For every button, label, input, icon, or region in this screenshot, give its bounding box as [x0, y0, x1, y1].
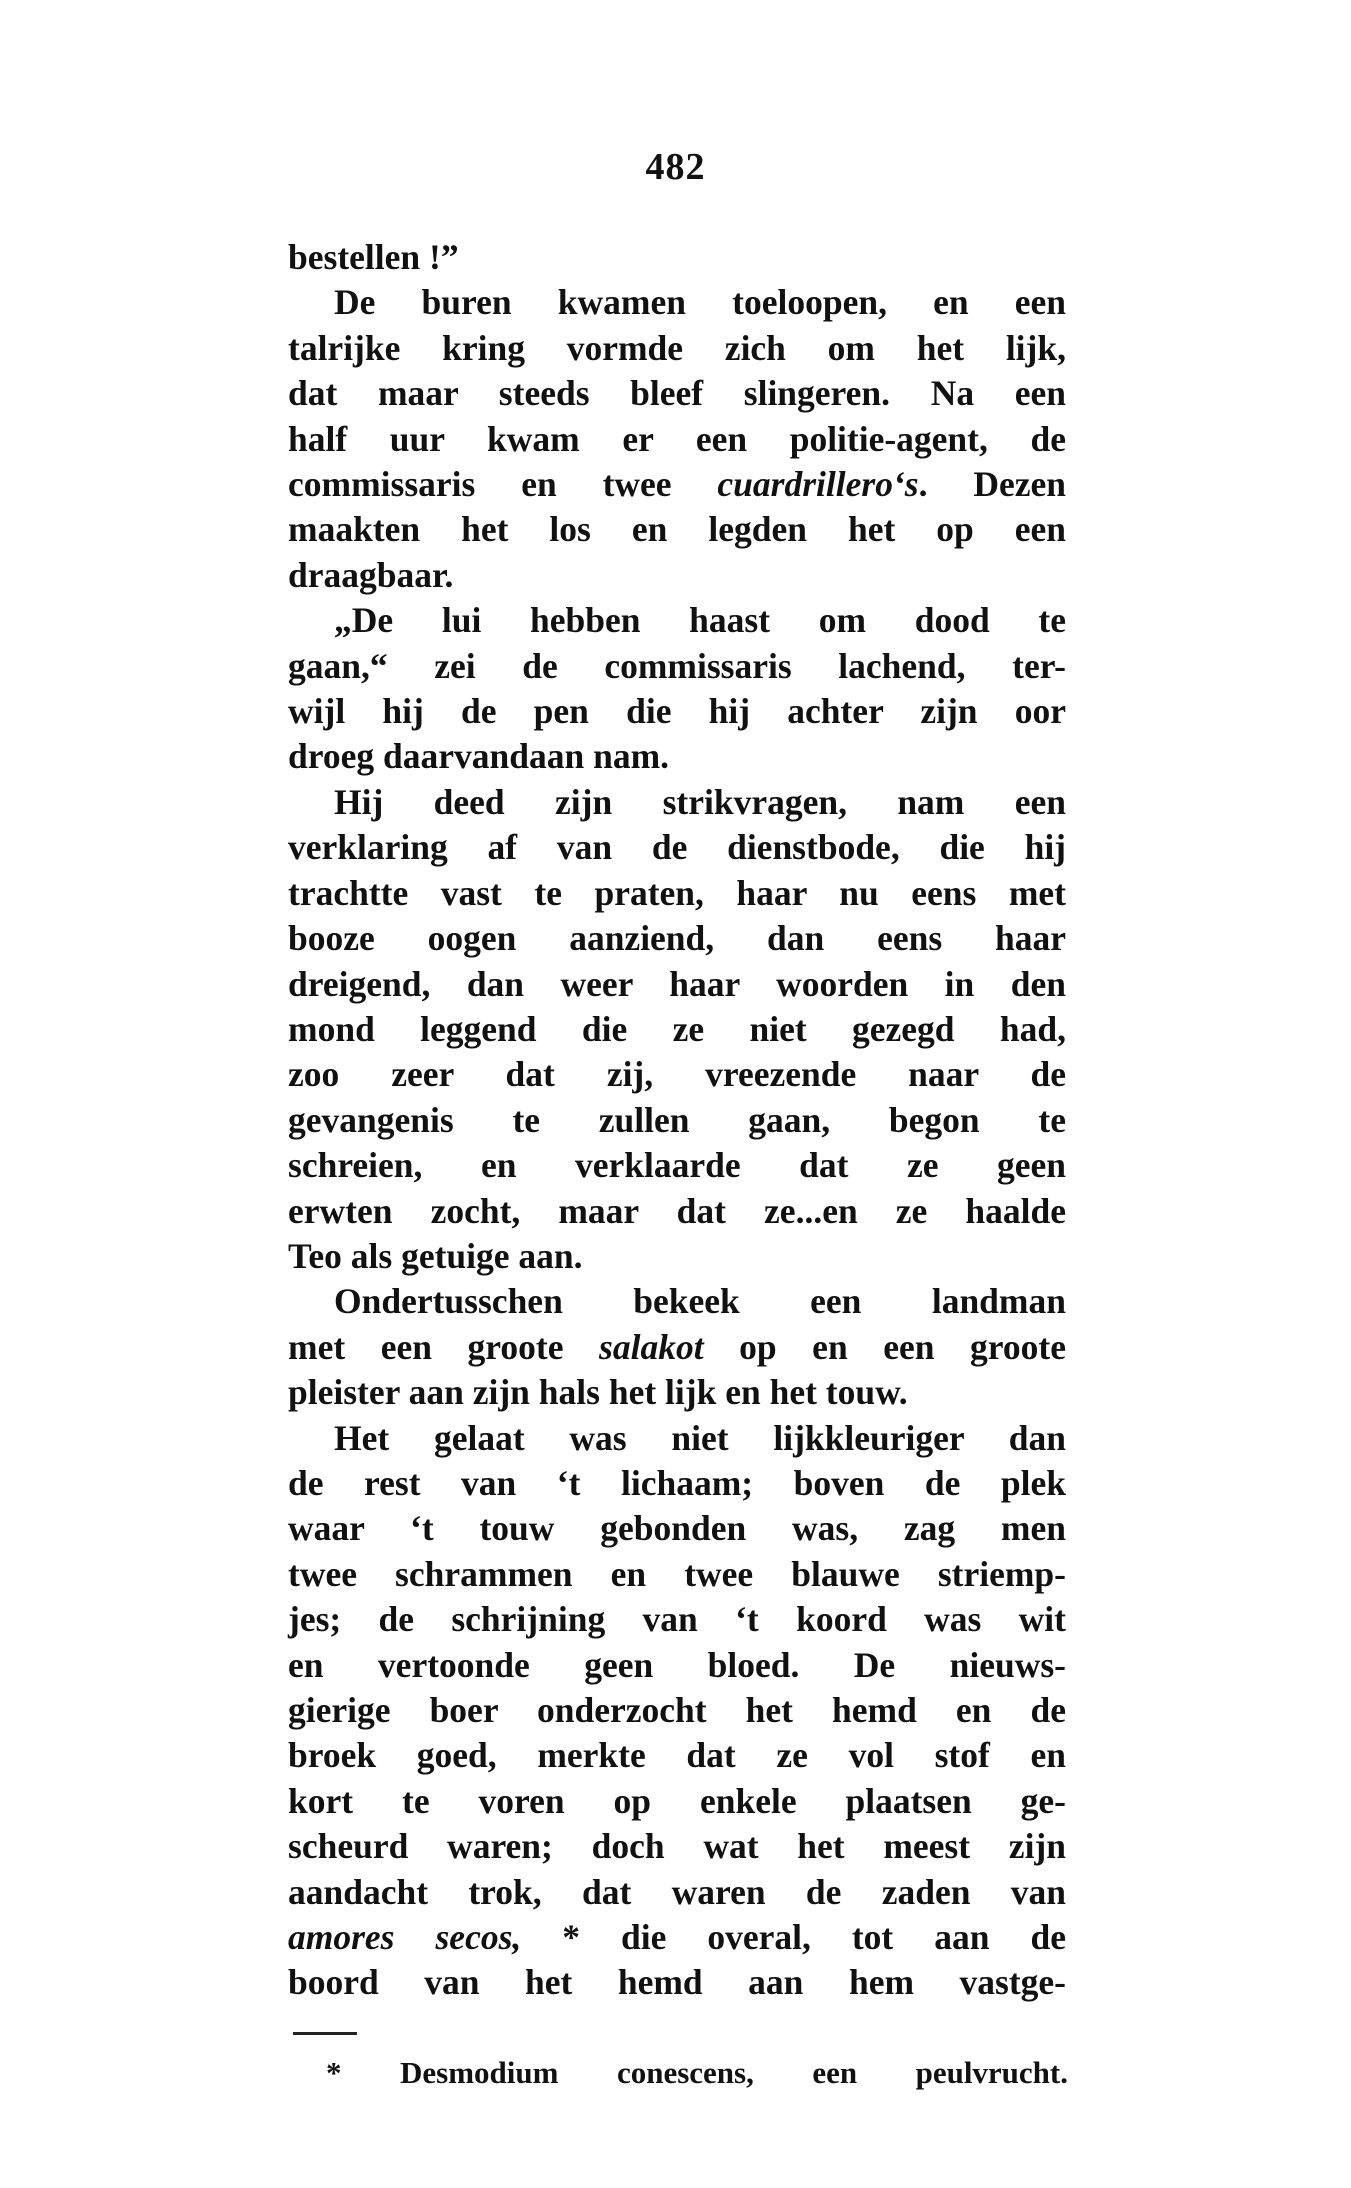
text-line — [288, 780, 1066, 825]
text-line — [288, 1052, 1066, 1097]
text-line — [288, 1915, 1066, 1960]
text-line — [288, 371, 1066, 416]
text-line — [288, 1098, 1066, 1143]
line-text: droeg daarvandaan nam. — [288, 736, 670, 777]
text-line — [288, 1688, 1066, 1733]
line-text: commissaris en twee — [288, 464, 718, 505]
line-text: boord van het hemd aan hem vastge- — [288, 1962, 1066, 2003]
line-text: gevangenis te zullen gaan, begon te — [288, 1099, 1066, 1140]
text-line — [288, 644, 1066, 689]
text-line — [288, 1870, 1066, 1915]
line-text: gaan,“ zei de commissaris lachend, ter- — [288, 645, 1066, 686]
line-text: . Dezen — [918, 464, 1066, 505]
line-text: pleister aan zijn hals het lijk en het touw. — [288, 1372, 908, 1413]
text-line — [288, 462, 1066, 507]
text-line — [288, 1552, 1066, 1597]
line-text: Ondertusschen bekeek een landman — [334, 1281, 1066, 1322]
line-text: twee schrammen en twee blauwe striemp- — [288, 1553, 1066, 1594]
text-line — [288, 734, 1066, 779]
text-line — [288, 1325, 1066, 1370]
text-line — [288, 1461, 1066, 1506]
text-line — [288, 871, 1066, 916]
footnote — [326, 2053, 1068, 2093]
text-line — [288, 1416, 1066, 1461]
text-line — [288, 689, 1066, 734]
line-text: * die overal, tot aan de — [521, 1917, 1066, 1958]
italic-term: cuardrillero‘s — [717, 464, 919, 505]
line-text: talrijke kring vormde zich om het lijk, — [288, 327, 1066, 368]
text-line — [288, 1597, 1066, 1642]
line-text: met een groote — [288, 1326, 600, 1367]
text-line — [288, 1824, 1066, 1869]
line-text: maakten het los en legden het op een — [288, 509, 1066, 550]
line-text: waar ‘t touw gebonden was, zag men — [288, 1508, 1066, 1549]
line-text: dreigend, dan weer haar woorden in den — [288, 963, 1066, 1004]
line-text: en vertoonde geen bloed. De nieuws- — [288, 1644, 1066, 1685]
line-text: half uur kwam er een politie-agent, de — [288, 418, 1066, 459]
text-line — [288, 1370, 1066, 1415]
text-line — [288, 326, 1066, 371]
text-line — [288, 825, 1066, 870]
text-line — [288, 1007, 1066, 1052]
line-text: schreien, en verklaarde dat ze geen — [288, 1145, 1066, 1186]
text-line — [288, 553, 1066, 598]
line-text: Hij deed zijn strikvragen, nam een — [334, 781, 1066, 822]
italic-term: amores secos, — [288, 1917, 522, 1958]
body-text — [288, 235, 1066, 2006]
line-text: op en een groote — [703, 1326, 1066, 1367]
text-line — [288, 1960, 1066, 2005]
line-text: scheurd waren; doch wat het meest zijn — [288, 1826, 1066, 1867]
text-line — [288, 280, 1066, 325]
line-text: mond leggend die ze niet gezegd had, — [288, 1008, 1066, 1049]
line-text: Het gelaat was niet lijkkleuriger dan — [334, 1417, 1066, 1458]
line-text: verklaring af van de dienstbode, die hij — [288, 827, 1066, 868]
line-text: trachtte vast te praten, haar nu eens met — [288, 872, 1066, 913]
line-text: „De lui hebben haast om dood te — [334, 600, 1066, 641]
line-text: erwten zocht, maar dat ze...en ze haalde — [288, 1190, 1066, 1231]
text-line — [288, 1733, 1066, 1778]
text-line — [288, 1143, 1066, 1188]
text-line — [288, 1279, 1066, 1324]
page-number: 482 — [645, 146, 706, 188]
line-text: dat maar steeds bleef slingeren. Na een — [288, 373, 1066, 414]
line-text: aandacht trok, dat waren de zaden van — [288, 1871, 1066, 1912]
text-line — [288, 1779, 1066, 1824]
footnote-text: Desmodium conescens, een peulvrucht. — [400, 2055, 1068, 2090]
text-line — [288, 417, 1066, 462]
text-line — [288, 962, 1066, 1007]
line-text: draagbaar. — [288, 554, 454, 595]
line-text: broek goed, merkte dat ze vol stof en — [288, 1735, 1066, 1776]
line-text: jes; de schrijning van ‘t koord was wit — [288, 1599, 1066, 1640]
footnote-rule — [293, 2032, 357, 2035]
line-text: gierige boer onderzocht het hemd en de — [288, 1690, 1066, 1730]
line-text: wijl hij de pen die hij achter zijn oor — [288, 691, 1066, 732]
line-text: Teo als getuige aan. — [288, 1235, 583, 1276]
text-line — [288, 1643, 1066, 1688]
text-line — [288, 507, 1066, 552]
line-text: zoo zeer dat zij, vreezende naar de — [288, 1054, 1066, 1095]
text-line — [288, 916, 1066, 961]
text-line — [288, 1506, 1066, 1551]
line-text: De buren kwamen toeloopen, en een — [334, 282, 1066, 323]
footnote-marker: * — [326, 2055, 342, 2090]
text-line — [288, 235, 1066, 280]
line-text: de rest van ‘t lichaam; boven de plek — [288, 1462, 1066, 1503]
line-text: kort te voren op enkele plaatsen ge- — [288, 1780, 1066, 1821]
text-line — [288, 1189, 1066, 1234]
line-text: bestellen !” — [288, 237, 459, 277]
text-line — [288, 1234, 1066, 1279]
line-text: booze oogen aanziend, dan eens haar — [288, 918, 1066, 959]
italic-term: salakot — [599, 1326, 704, 1367]
text-line — [288, 598, 1066, 643]
